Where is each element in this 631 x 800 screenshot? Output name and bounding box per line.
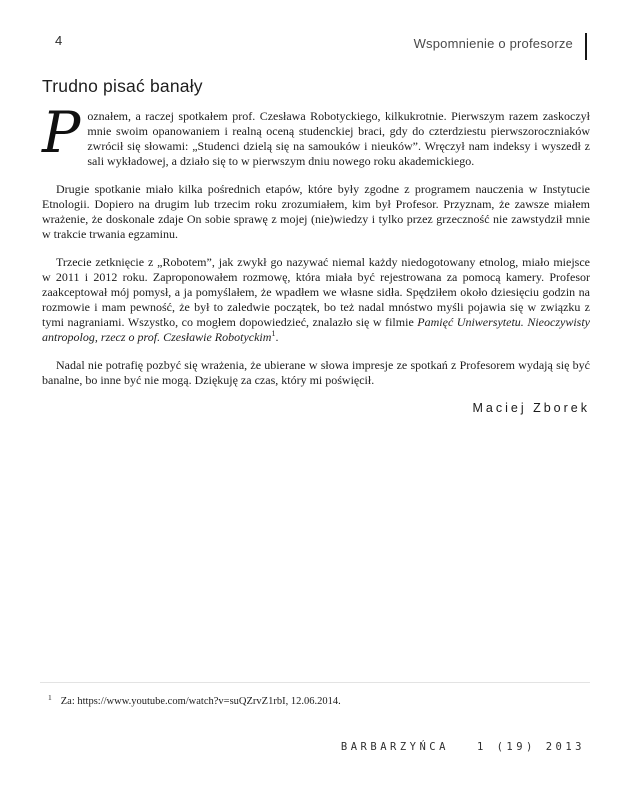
footnote-marker: 1 [48,692,52,702]
page-number: 4 [55,33,63,48]
author-name: Maciej Zborek [472,401,590,415]
running-header [414,33,587,60]
paragraph-1 [42,100,590,169]
page-header [55,33,587,60]
header-rule [585,33,587,60]
drop-cap: P [42,100,81,166]
issue-number: 1 (19) 2013 [476,741,585,753]
paragraph-3-end: . [275,330,279,344]
article-body [42,100,590,388]
paragraph-4: Nadal nie potrafię pozbyć się wrażenia, że ubierane w słowa impresje ze spotkań z Profesorem wydają się być banalne, bo inne być nie mogą. Dziękuję za czas, który mi poświęcił. [42,358,590,387]
paragraph-3-text: Trzecie zetknięcie z „Robotem”, jak zwykł go nazywać niemal każdy niedogotowany etnolog, miało miejsce w 2011 i 2012 roku. Zaproponowałem rozmowę, która miała być rejestrowana za pomocą kamery. Profesor zaakceptował mój pomysł, a ja pomyślałem, że wpadłem we własne sidła. Spędziłem około dziesięciu godzin na rozmowie i mam pewność, że był to zaledwie początek, bo też nadal mnóstwo myśli pojawia się w związku z tymi nagraniami. Wszystko, co mogłem dopowiedzieć, znalazło się w filmie [42,255,590,329]
running-title: Wspomnienie o profesorze [413,36,573,51]
footnote-divider [40,682,590,683]
paragraph-3 [42,255,590,345]
article [42,76,590,415]
footnote [48,692,587,707]
journal-name: BARBARZYŃCA [340,741,449,753]
paragraph-2: Drugie spotkanie miało kilka pośrednich etapów, które były zgodne z programem nauczenia w Instytucie Etnologii. Dopiero na drugim lub trzecim roku zrozumiałem, kim był Profesor. Przyznam, że zawsze miałem wrażenie, że doskonale zdaje On sobie sprawę z mojej (nie)wiedzy i tylko przez grzeczność nie zawstydził mnie w trakcie trwania egzaminu. [42,182,590,241]
film-title: Pamięć Uniwersytetu. Nieoczywisty antropolog, rzecz o prof. Czesławie Robotyckim [42,315,590,344]
paragraph-1-text: oznałem, a raczej spotkałem prof. Czesława Robotyckiego, kilkukrotnie. Pierwszym razem zaskoczył mnie swoim opanowaniem i realną oceną studenckiej braci, gdy do czterdziestu pierwszoroczniaków zwrócił się słowami: „Studenci dzielą się na samouków i nieuków”. Wręczył nam indeksy i wyszedł z sali wykładowej, a działo się to w pierwszym dniu nowego roku akademickiego. [87,109,590,168]
journal-footer [341,741,585,753]
footnote-reference: 1 [271,329,276,338]
article-title: Trudno pisać banały [42,76,203,96]
footnote-text: Za: https://www.youtube.com/watch?v=suQZrvZ1rbI, 12.06.2014. [60,696,341,707]
